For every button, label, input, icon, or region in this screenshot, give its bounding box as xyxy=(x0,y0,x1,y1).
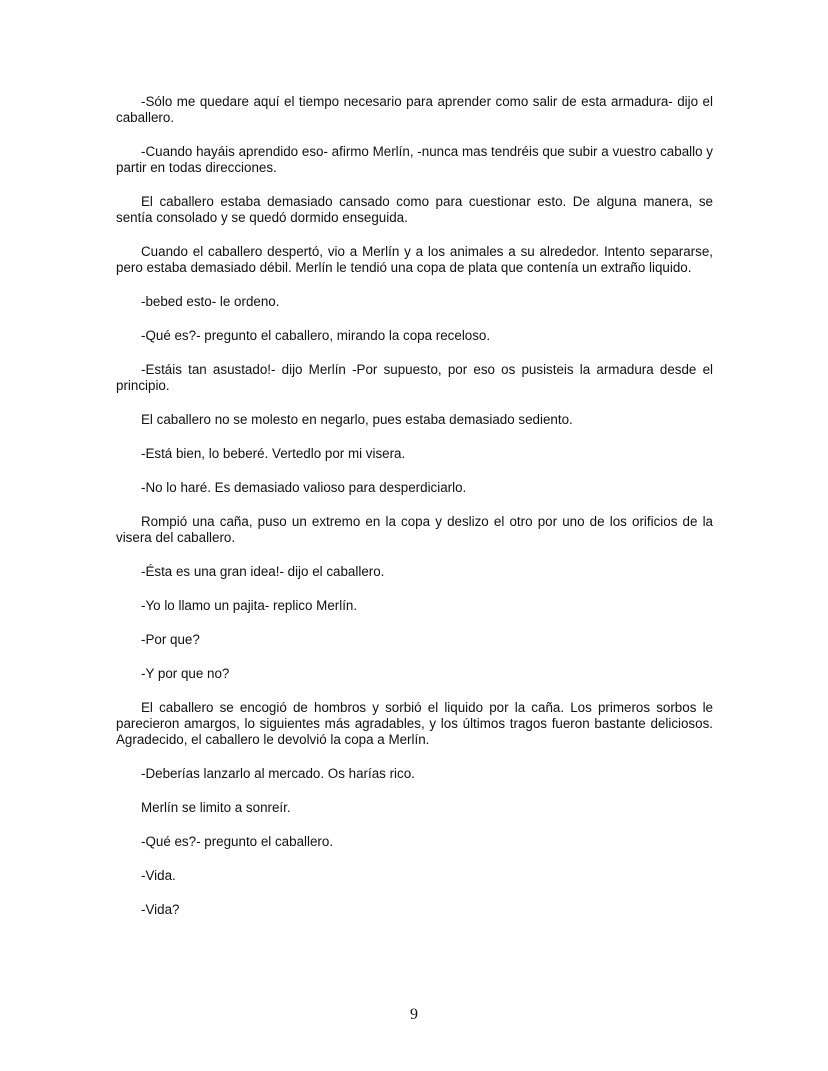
paragraph: -Estáis tan asustado!- dijo Merlín -Por supuesto, por eso os pusisteis la armadura desde el principio. xyxy=(116,362,713,393)
body-text xyxy=(116,94,713,936)
paragraph: Merlín se limito a sonreír. xyxy=(141,800,291,815)
paragraph: -Ésta es una gran idea!- dijo el caballero. xyxy=(141,564,385,579)
paragraph: Cuando el caballero despertó, vio a Merlín y a los animales a su alrededor. Intento separarse, pero estaba demasiado débil. Merlín le tendió una copa de plata que contenía un extraño liquido. xyxy=(116,244,713,275)
paragraph: -Cuando hayáis aprendido eso- afirmo Merlín, -nunca mas tendréis que subir a vuestro caballo y partir en todas direcciones. xyxy=(116,144,713,175)
paragraph: -Está bien, lo beberé. Vertedlo por mi visera. xyxy=(141,446,406,461)
paragraph: -Yo lo llamo un pajita- replico Merlín. xyxy=(141,598,358,613)
page-number: 9 xyxy=(410,1006,418,1023)
paragraph: El caballero se encogió de hombros y sorbió el liquido por la caña. Los primeros sorbos le parecieron amargos, lo siguientes más agradables, y los últimos tragos fueron bastante deliciosos. Agradecido, el caballero le devolvió la copa a Merlín. xyxy=(116,700,713,747)
paragraph: Rompió una caña, puso un extremo en la copa y deslizo el otro por uno de los orificios de la visera del caballero. xyxy=(116,514,713,545)
paragraph: -Y por que no? xyxy=(141,666,230,681)
paragraph: -Deberías lanzarlo al mercado. Os harías rico. xyxy=(141,766,415,781)
paragraph: -Qué es?- pregunto el caballero, mirando la copa receloso. xyxy=(141,328,491,343)
paragraph: -Por que? xyxy=(141,632,200,647)
paragraph: -Sólo me quedare aquí el tiempo necesario para aprender como salir de esta armadura- dijo el caballero. xyxy=(116,94,713,125)
paragraph: -No lo haré. Es demasiado valioso para desperdiciarlo. xyxy=(141,480,467,495)
paragraph: -Vida? xyxy=(141,902,180,917)
paragraph: -Qué es?- pregunto el caballero. xyxy=(141,834,334,849)
paragraph: El caballero estaba demasiado cansado como para cuestionar esto. De alguna manera, se sentía consolado y se quedó dormido enseguida. xyxy=(116,194,713,225)
paragraph: -bebed esto- le ordeno. xyxy=(141,294,280,309)
paragraph: El caballero no se molesto en negarlo, pues estaba demasiado sediento. xyxy=(141,412,573,427)
paragraph: -Vida. xyxy=(141,868,176,883)
